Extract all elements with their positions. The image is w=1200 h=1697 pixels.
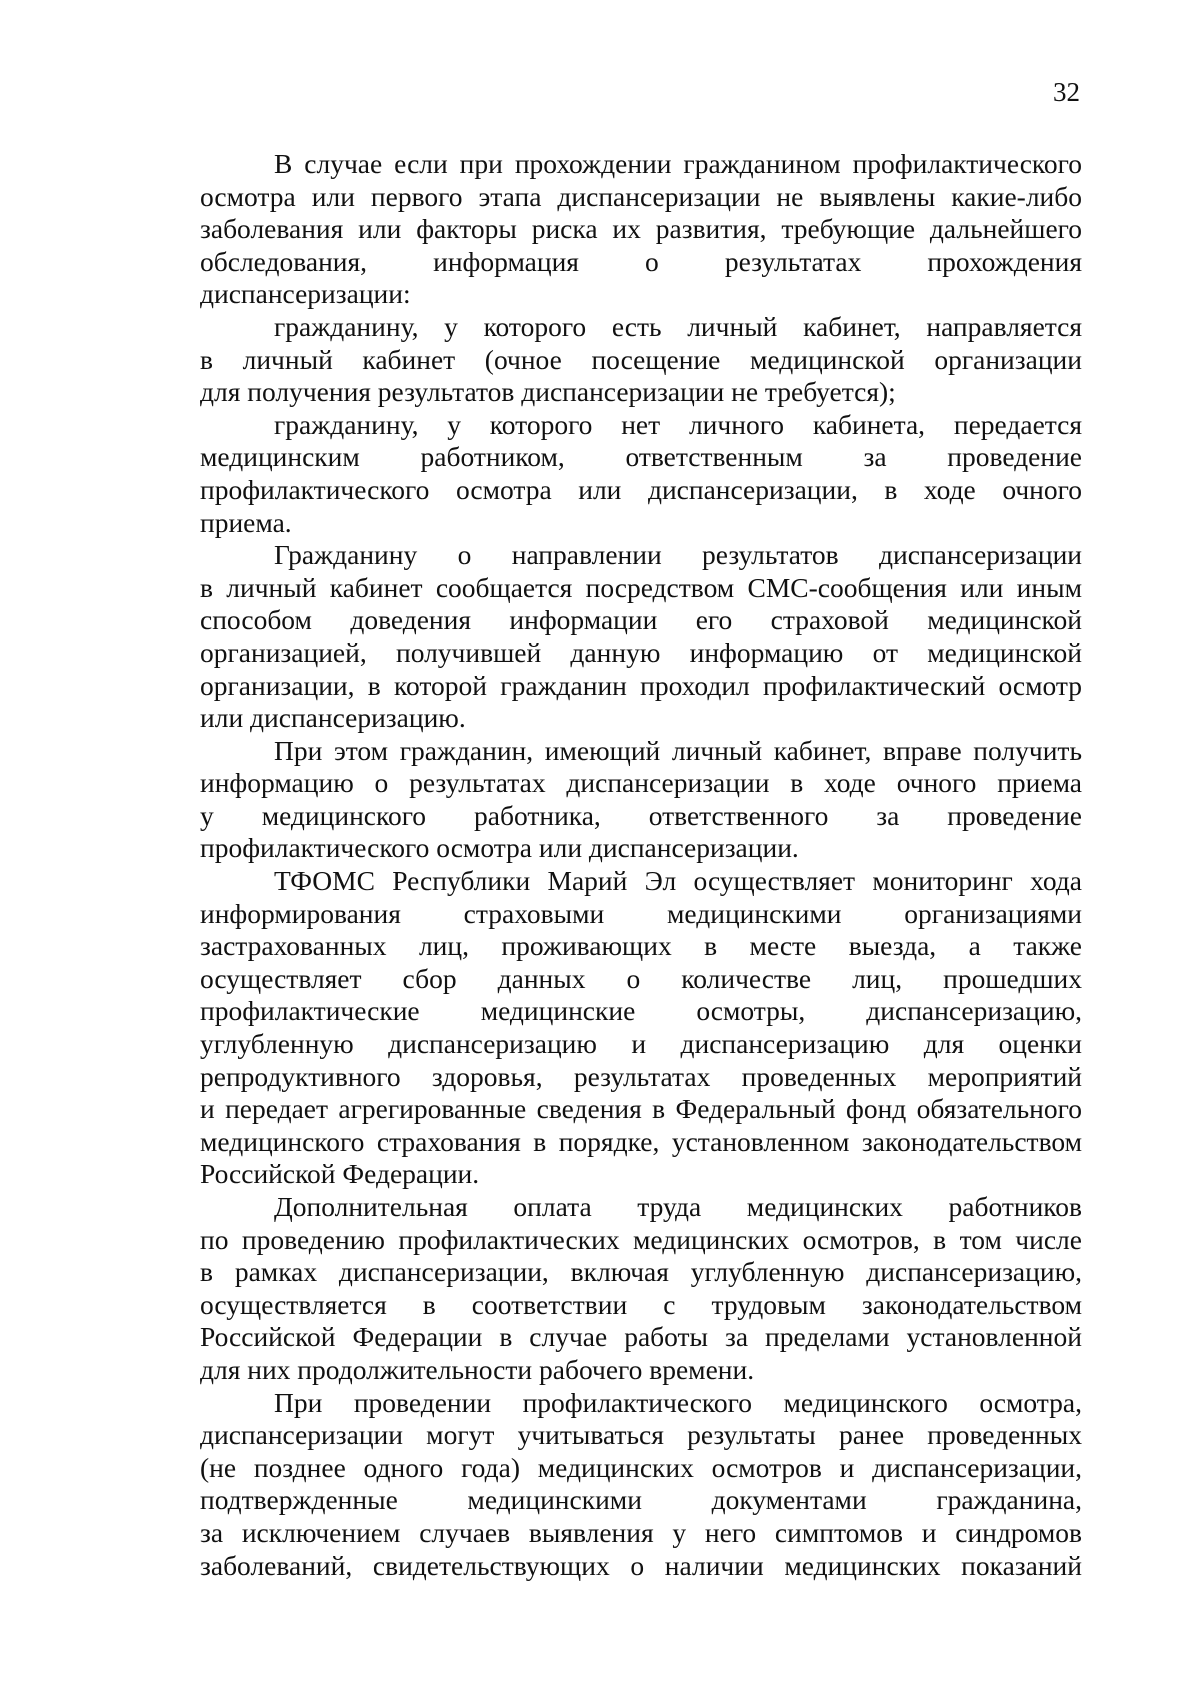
text-line: Российской Федерации в случае работы за пределами установленной	[200, 1321, 1082, 1353]
text-line: по проведению профилактических медицинских осмотров, в том числе	[200, 1223, 1082, 1255]
text-line: профилактического осмотра или диспансеризации.	[200, 832, 799, 864]
text-line: осуществляет сбор данных о количестве лиц, прошедших	[200, 962, 1082, 994]
text-line: для получения результатов диспансеризации не требуется);	[200, 376, 896, 408]
text-line: организацией, получившей данную информацию от медицинской	[200, 636, 1082, 668]
text-line: профилактические медицинские осмотры, диспансеризацию,	[200, 995, 1082, 1027]
text-line: диспансеризации:	[200, 278, 411, 310]
text-line: для них продолжительности рабочего времени.	[200, 1353, 755, 1385]
text-line: Российской Федерации.	[200, 1158, 480, 1190]
text-line: В случае если при прохождении гражданином профилактического	[274, 148, 1082, 179]
paragraph-in-person-results	[200, 735, 1082, 865]
text-line: заболеваний, свидетельствующих о наличии медицинских показаний	[200, 1549, 1082, 1581]
text-line: или диспансеризацию.	[200, 702, 466, 734]
text-line: организации, в которой гражданин проходил профилактический осмотр	[200, 669, 1082, 701]
paragraph-additional-pay	[200, 1191, 1082, 1387]
paragraph-sms-notification	[200, 539, 1082, 735]
text-line: обследования, информация о результатах прохождения	[200, 245, 1082, 277]
text-line: в личный кабинет (очное посещение медицинской организации	[200, 343, 1082, 375]
paragraph-previous-results	[200, 1387, 1082, 1583]
text-line: у медицинского работника, ответственного за проведение	[200, 799, 1082, 831]
text-line: в личный кабинет сообщается посредством СМС-сообщения или иным	[200, 571, 1082, 603]
text-line: способом доведения информации его страховой медицинской	[200, 604, 1082, 636]
text-line: профилактического осмотра или диспансеризации, в ходе очного	[200, 473, 1082, 505]
text-line: информирования страховыми медицинскими организациями	[200, 897, 1082, 929]
text-line: диспансеризации могут учитываться результаты ранее проведенных	[200, 1419, 1082, 1451]
paragraph-without-account	[200, 409, 1082, 539]
paragraph-with-account	[200, 311, 1082, 409]
text-line: При проведении профилактического медицинского осмотра,	[274, 1386, 1082, 1418]
text-line: (не позднее одного года) медицинских осмотров и диспансеризации,	[200, 1451, 1082, 1483]
text-line: за исключением случаев выявления у него симптомов и синдромов	[200, 1516, 1082, 1548]
text-line: гражданину, у которого нет личного кабинета, передается	[274, 408, 1082, 440]
text-line: Дополнительная оплата труда медицинских работников	[274, 1191, 1082, 1222]
page-number: 32	[1053, 77, 1080, 107]
text-line: и передает агрегированные сведения в Федеральный фонд обязательного	[200, 1093, 1082, 1125]
text-line: осуществляется в соответствии с трудовым законодательством	[200, 1288, 1082, 1320]
text-line: информацию о результатах диспансеризации в ходе очного приема	[200, 767, 1082, 799]
text-line: Гражданину о направлении результатов диспансеризации	[274, 539, 1082, 571]
paragraph-screening-results	[200, 148, 1082, 311]
text-line: заболевания или факторы риска их развития, требующие дальнейшего	[200, 213, 1082, 245]
text-line: подтвержденные медицинскими документами гражданина,	[200, 1484, 1082, 1516]
text-line: осмотра или первого этапа диспансеризации не выявлены какие-либо	[200, 180, 1082, 212]
text-line: застрахованных лиц, проживающих в месте выезда, а также	[200, 930, 1082, 962]
text-line: углубленную диспансеризацию и диспансеризацию для оценки	[200, 1028, 1082, 1060]
text-line: ТФОМС Республики Марий Эл осуществляет мониторинг хода	[274, 865, 1082, 897]
text-line: гражданину, у которого есть личный кабинет, направляется	[274, 310, 1082, 342]
document-body	[200, 148, 1082, 1582]
text-line: При этом гражданин, имеющий личный кабинет, вправе получить	[274, 734, 1082, 766]
text-line: репродуктивного здоровья, результатах проведенных мероприятий	[200, 1060, 1082, 1092]
text-line: медицинского страхования в порядке, установленном законодательством	[200, 1125, 1082, 1157]
text-line: медицинским работником, ответственным за проведение	[200, 441, 1082, 473]
text-line: в рамках диспансеризации, включая углубленную диспансеризацию,	[200, 1256, 1082, 1288]
paragraph-tfoms-monitoring	[200, 865, 1082, 1191]
text-line: приема.	[200, 506, 292, 538]
